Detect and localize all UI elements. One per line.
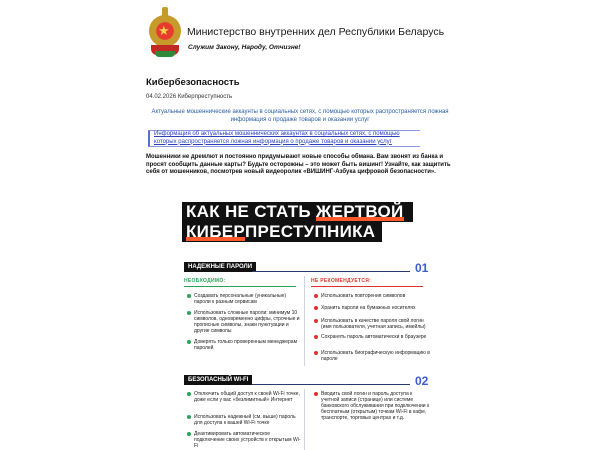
section-number: 02 [415,374,429,388]
article-meta [146,94,232,100]
bad-heading: НЕ РЕКОМЕНДУЕТСЯ: [311,278,372,284]
column-divider [304,276,305,366]
list-item: Доверять только проверенным менеджерам паролей [194,339,302,351]
mvd-emblem-icon[interactable]: ★ [143,5,187,63]
section-divider [252,271,410,272]
list-item: Вводить свой логин и пароль доступа к учетной записи (странице) или системе банковского обслуживания при подключении к бесплатным (открытым) точкам Wi-Fi в кафе, транспорте, торговых центрах и т.д. [321,391,431,421]
article-body: Мошенники не дремлют и постоянно придумывают новые способы обмана. Вам звонят из банка и просят сообщить данные карты? Будьте осторожны – это может быть вишинг! Узнайте, как защитить себя от мошенников, посмотрев новый видеоролик «ВИШИНГ-Азбука цифровой безопасности». [146,154,451,175]
list-item: Сохранять пароль автоматически в браузере [321,334,431,340]
section-passwords-title: НАДЕЖНЫЕ ПАРОЛИ [184,262,256,272]
column-divider [304,389,305,450]
article-date: 04.02.2026 [146,94,177,100]
section-number: 01 [415,261,429,275]
article-category[interactable]: Киберпреступность [177,94,233,100]
list-item: Создавать персональные (уникальные) пароли к разным сервисам [194,293,302,305]
list-item: Использовать в качестве пароля свой логин (имя пользователя, учетная запись, имейлы) [321,318,431,330]
list-item: Использовать сложные пароли: минимум 10 символов, одновременно цифры, строчные и прописные символы, знаки пунктуации и другие символы [194,310,302,334]
headline-line-2: КИБЕРПРЕСТУПНИКА [186,222,376,241]
ministry-motto: Служим Закону, Народу, Отчизне! [188,44,301,51]
bad-rule [311,286,423,287]
infographic [180,192,433,450]
ok-rule [184,286,296,287]
list-item: Использовать повторения символов [321,293,431,299]
info-link[interactable]: Информация об актуальных мошеннических аккаунтах в социальных сетях, с помощью которых распространяется ложная информация о продаже товаров и оказании услуг [148,130,420,147]
list-item: Хранить пароли на бумажных носителях [321,305,431,311]
headline-line-1: КАК НЕ СТАТЬ ЖЕРТВОЙ [186,202,404,221]
page-title: Кибербезопасность [146,77,240,88]
section-divider [252,384,410,385]
list-item: Использовать надежный (см. выше) пароль для доступа к вашей Wi-Fi точке [194,414,302,426]
article-lead: Актуальные мошеннические аккаунты в социальных сетях, с помощью которых распространяется ложная информация о продаже товаров и оказании услуг [151,109,449,123]
list-item: Деактивировать автоматическое подключение своих устройств к открытым Wi-Fi [194,431,302,449]
section-wifi-title: БЕЗОПАСНЫЙ WI-FI [184,375,252,385]
list-item: Использовать биографическую информацию в пароле [321,350,431,362]
ministry-title[interactable]: Министерство внутренних дел Республики Беларусь [187,26,445,38]
ok-heading: НЕОБХОДИМО: [184,278,226,284]
list-item: Отключить общий доступ к своей Wi-Fi точке, доже если у вас «безлимитный» Интернет [194,391,302,403]
